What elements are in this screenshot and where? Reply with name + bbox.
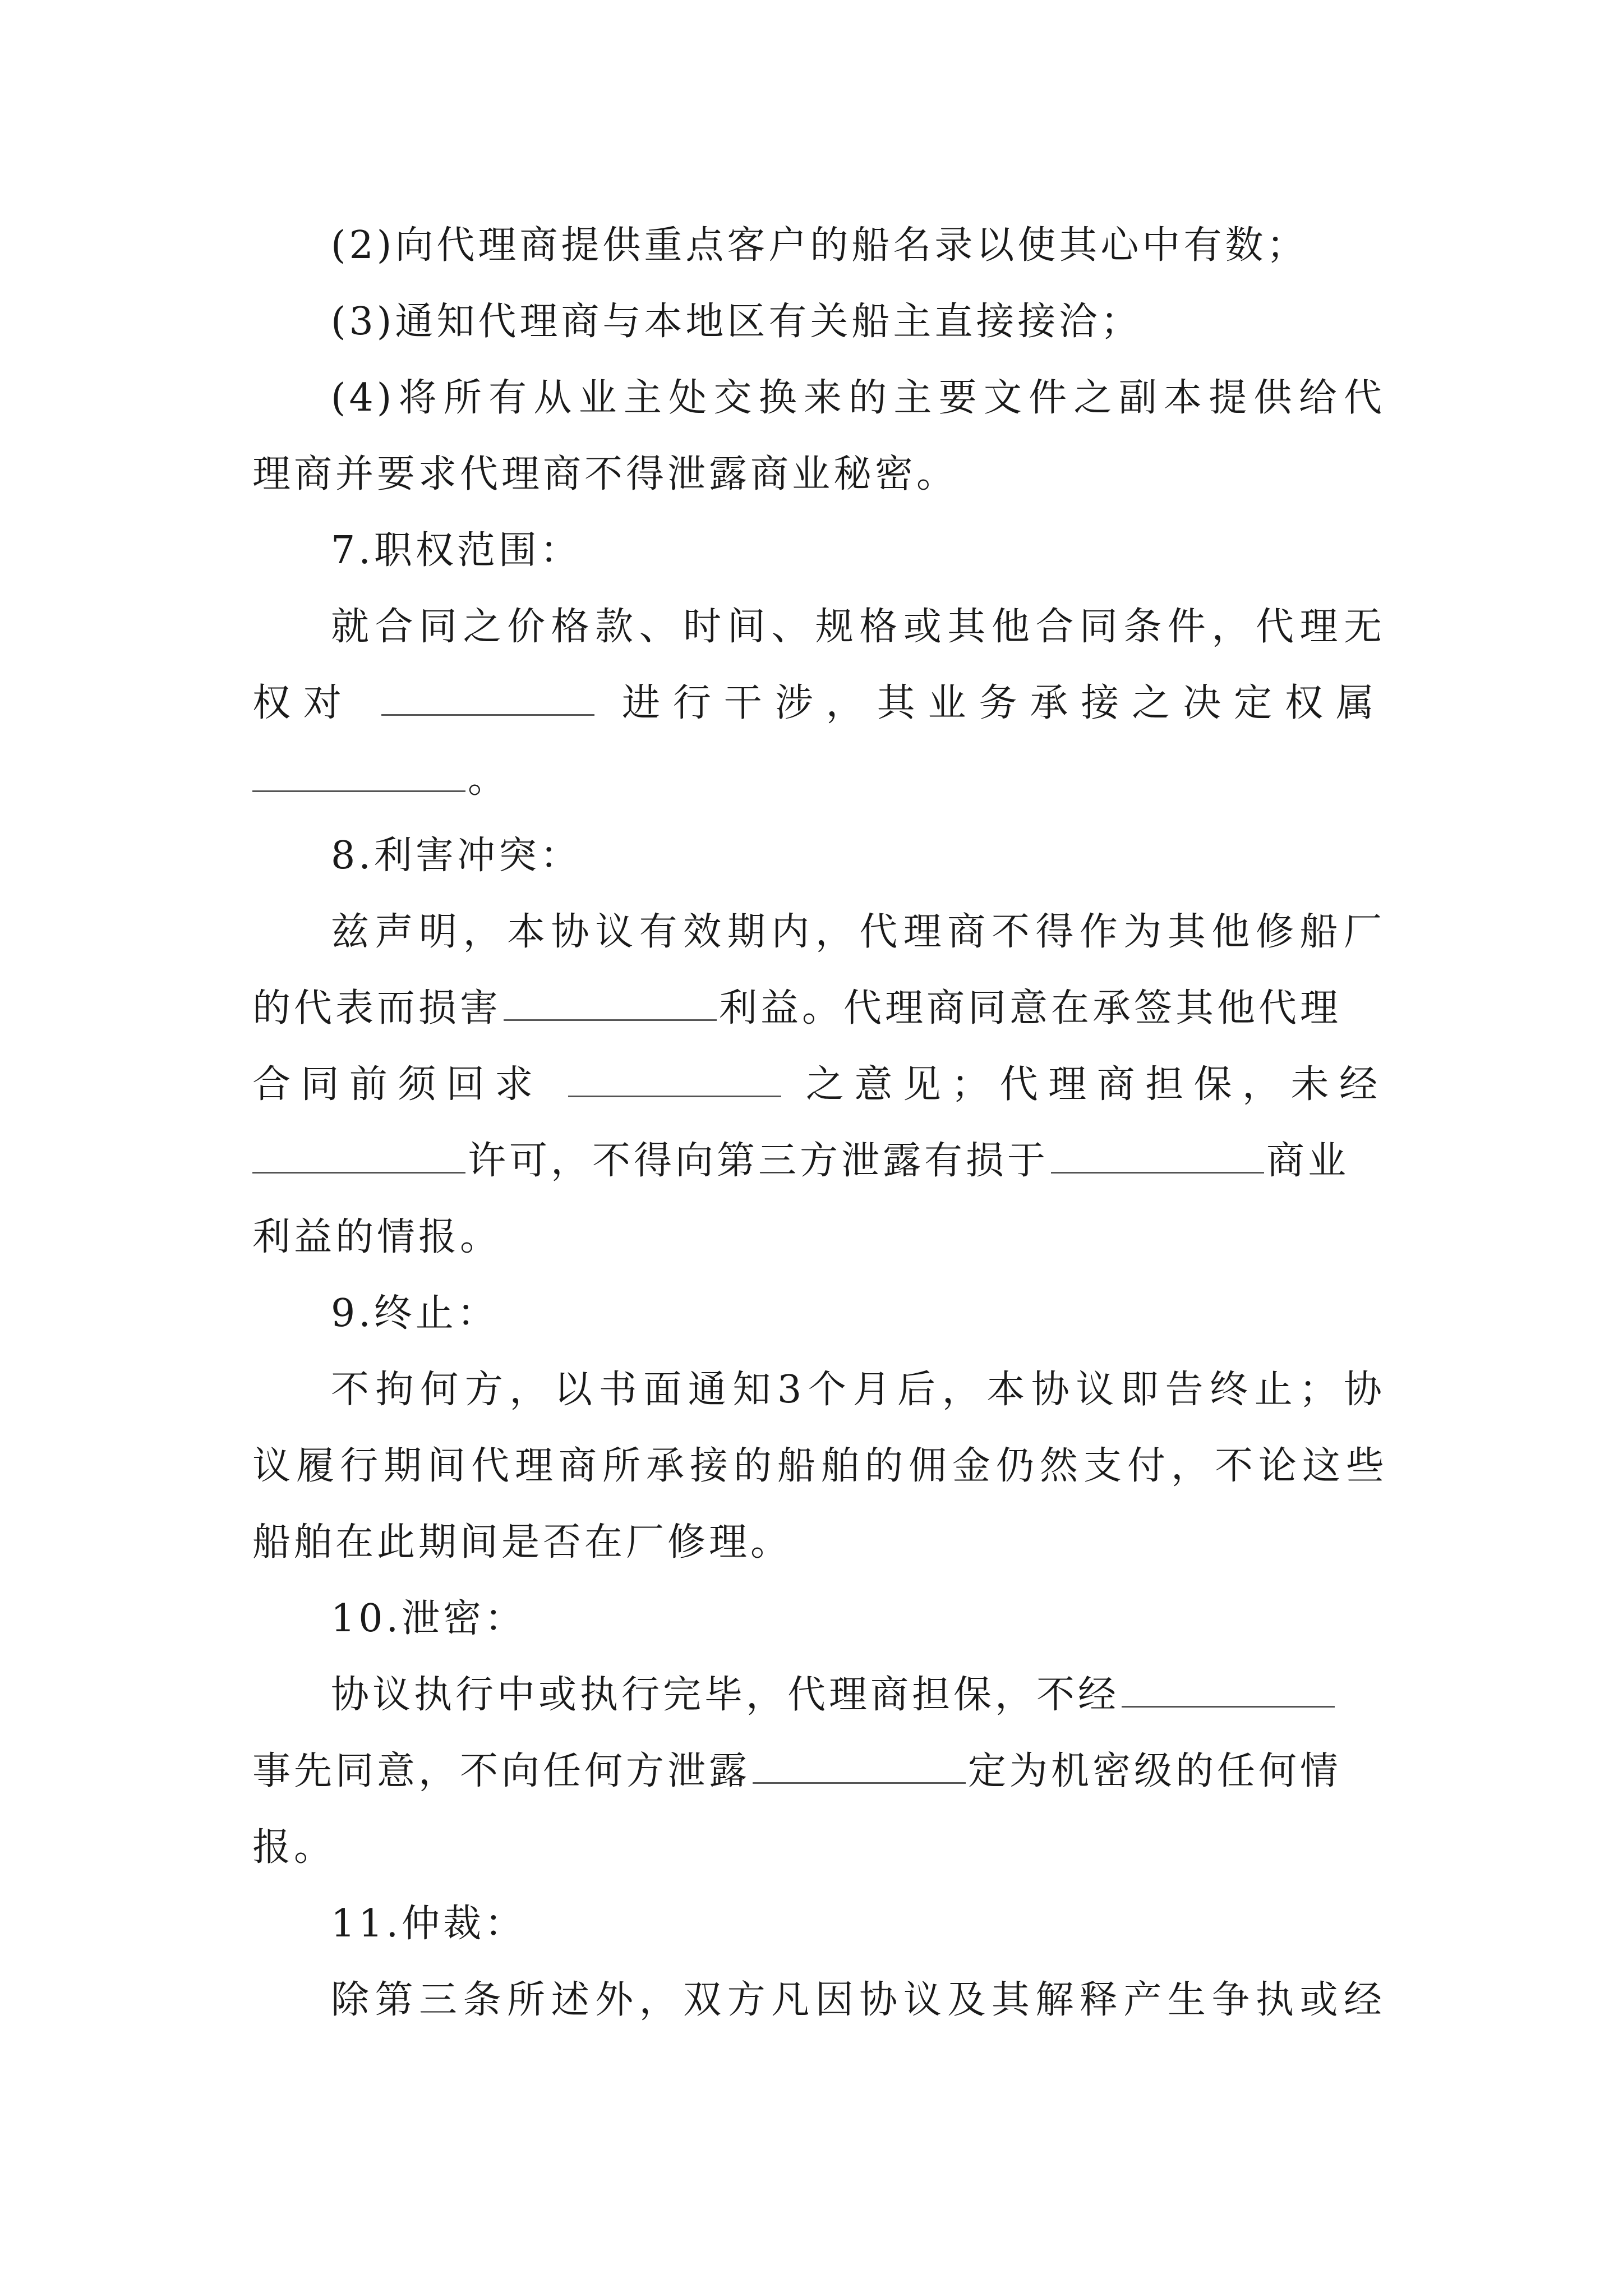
text-segment: 许可，不得向第三方泄露有损于 [468,1139,1049,1183]
fill-blank [504,986,717,1021]
text-segment: 。 [468,757,510,802]
fill-blank [1122,1672,1335,1708]
text-line [252,1047,1385,1123]
text-segment: 11.仲裁： [331,1902,527,1946]
text-segment: 除第三条所述外，双方凡因协议及其解释产生争执或经 [331,1978,1385,2022]
text-segment: 定为机密级的任何情 [968,1749,1342,1793]
text-segment: (3)通知代理商与本地区有关船主直接接洽； [331,300,1142,344]
section-heading [331,1886,1385,1962]
text-segment: 7.职权范围： [331,528,582,573]
text-segment: 进行干涉，其业务承接之决定权属 [621,681,1385,725]
text-segment: 之意见；代理商担保，未经 [805,1062,1385,1107]
text-line [252,1123,1385,1199]
text-segment: 10.泄密： [331,1596,527,1641]
text-line [252,1810,1385,1886]
text-line [252,1199,1385,1276]
fill-blank [753,1749,966,1784]
text-segment: 9.终止： [331,1291,499,1336]
section-heading [331,1276,1385,1352]
text-line [331,284,1385,360]
text-line [331,208,1385,284]
text-segment: (2)向代理商提供重点客户的船名录以使其心中有数； [331,223,1308,268]
fill-blank [381,680,594,716]
text-segment: 利益的情报。 [252,1215,502,1259]
section-heading [331,818,1385,894]
text-segment: 船舶在此期间是否在厂修理。 [252,1520,792,1565]
text-segment: 协议执行中或执行完毕，代理商担保，不经 [331,1673,1120,1717]
text-segment: 合同前须回求 [252,1062,543,1107]
text-line [252,970,1385,1047]
text-segment: 理商并要求代理商不得泄露商业秘密。 [252,452,958,496]
section-heading [331,1581,1385,1657]
text-segment: (4)将所有从业主处交换来的主要文件之副本提供给代 [331,376,1385,420]
text-segment: 兹声明，本协议有效期内，代理商不得作为其他修船厂 [331,910,1385,954]
text-line [252,742,1385,818]
fill-blank [252,757,465,792]
text-segment: 8.利害冲突： [331,834,582,878]
text-segment: 议履行期间代理商所承接的船舶的佣金仍然支付，不论这些 [252,1444,1385,1488]
text-line [252,1733,1385,1810]
text-segment: 商业 [1266,1139,1350,1183]
section-heading [331,513,1385,589]
text-segment: 不拘何方，以书面通知3个月后，本协议即告终止；协 [331,1368,1385,1412]
text-segment: 权对 [252,681,354,725]
text-line [252,665,1385,742]
text-line [331,1657,1385,1733]
text-line [331,894,1385,970]
text-segment: 利益。代理商同意在承签其他代理 [719,986,1342,1030]
text-line [252,436,1385,513]
text-line [331,589,1385,665]
text-segment: 事先同意，不向任何方泄露 [252,1749,751,1793]
fill-blank [252,1138,465,1174]
text-segment: 的代表而损害 [252,986,502,1030]
text-line [331,1352,1385,1428]
text-segment: 就合同之价格款、时间、规格或其他合同条件，代理无 [331,605,1385,649]
text-segment: 报。 [252,1825,336,1870]
text-line [331,1962,1385,2039]
text-line [331,360,1385,436]
text-line [252,1428,1385,1504]
fill-blank [1051,1138,1264,1174]
fill-blank [568,1062,781,1097]
text-line [252,1504,1385,1581]
